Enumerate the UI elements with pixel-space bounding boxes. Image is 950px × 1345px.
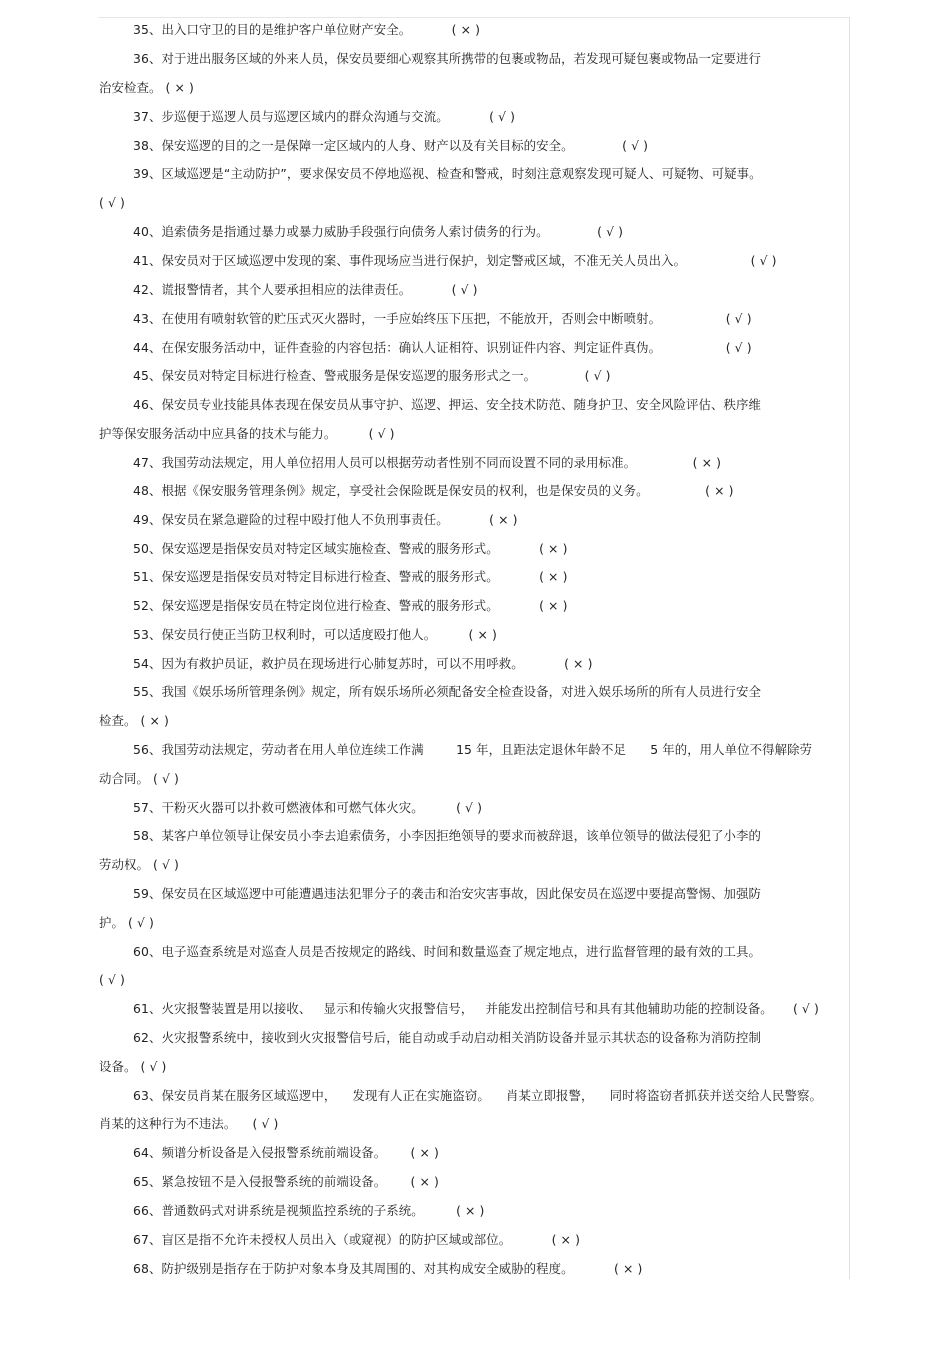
page-border-right	[849, 17, 850, 1279]
question-56: 56、我国劳动法规定，劳动者在用人单位连续工作满 15 年，且距法定退休年龄不足 5 年的，用人单位不得解除劳	[133, 742, 813, 757]
question-45: 45、保安员对特定目标进行检查、警戒服务是保安巡逻的服务形式之一。 ( √ )	[133, 368, 611, 383]
question-59-continuation: 护。 ( √ )	[99, 915, 154, 930]
question-62-continuation: 设备。 ( √ )	[99, 1059, 167, 1074]
question-55: 55、我国《娱乐场所管理条例》规定，所有娱乐场所必须配备安全检查设备，对进入娱乐场所的所有人员进行安全	[133, 684, 762, 699]
question-62: 62、火灾报警系统中，接收到火灾报警信号后，能自动或手动启动相关消防设备并显示其状态的设备称为消防控制	[133, 1030, 762, 1045]
question-36-continuation: 治安检查。 ( × )	[99, 80, 194, 95]
question-53: 53、保安员行使正当防卫权利时，可以适度殴打他人。 ( × )	[133, 627, 497, 642]
question-60: 60、电子巡查系统是对巡查人员是否按规定的路线、时间和数量巡查了规定地点，进行监督管理的最有效的工具。	[133, 944, 762, 959]
question-63: 63、保安员肖某在服务区域巡逻中， 发现有人正在实施盗窃。 肖某立即报警， 同时将盗窃者抓获并送交给人民警察。	[133, 1088, 822, 1103]
question-59: 59、保安员在区域巡逻中可能遭遇违法犯罪分子的袭击和治安灾害事故，因此保安员在巡逻中要提高警惕、加强防	[133, 886, 762, 901]
question-58-continuation: 劳动权。 ( √ )	[99, 857, 179, 872]
question-68: 68、防护级别是指存在于防护对象本身及其周围的、对其构成安全威胁的程度。 ( × )	[133, 1261, 643, 1276]
question-43: 43、在使用有喷射软管的贮压式灭火器时，一手应始终压下压把，不能放开，否则会中断喷射。 ( √ )	[133, 311, 752, 326]
question-41: 41、保安员对于区域巡逻中发现的案、事件现场应当进行保护，划定警戒区域，不准无关人员出入。 ( √ )	[133, 253, 777, 268]
question-46-continuation: 护等保安服务活动中应具备的技术与能力。 ( √ )	[99, 426, 395, 441]
question-52: 52、保安巡逻是指保安员在特定岗位进行检查、警戒的服务形式。 ( × )	[133, 598, 568, 613]
question-40: 40、追索债务是指通过暴力或暴力威胁手段强行向债务人索讨债务的行为。 ( √ )	[133, 224, 624, 239]
question-48: 48、根据《保安服务管理条例》规定，享受社会保险既是保安员的权利，也是保安员的义务。 ( × )	[133, 483, 734, 498]
question-47: 47、我国劳动法规定，用人单位招用人员可以根据劳动者性别不同而设置不同的录用标准。 ( × )	[133, 455, 722, 470]
question-50: 50、保安巡逻是指保安员对特定区域实施检查、警戒的服务形式。 ( × )	[133, 541, 568, 556]
question-54: 54、因为有救护员证，救护员在现场进行心肺复苏时，可以不用呼救。 ( × )	[133, 656, 593, 671]
question-38: 38、保安巡逻的目的之一是保障一定区域内的人身、财产以及有关目标的安全。 ( √ )	[133, 138, 649, 153]
question-56-continuation: 动合同。 ( √ )	[99, 771, 179, 786]
question-44: 44、在保安服务活动中，证件查验的内容包括：确认人证相符、识别证件内容、判定证件真伪。 ( √ )	[133, 340, 752, 355]
page-border-top	[98, 17, 850, 18]
question-60-continuation: ( √ )	[99, 972, 125, 987]
question-61: 61、火灾报警装置是用以接收、 显示和传输火灾报警信号， 并能发出控制信号和具有其他辅助功能的控制设备。 ( √ )	[133, 1001, 819, 1016]
question-39: 39、区域巡逻是“主动防护”，要求保安员不停地巡视、检查和警戒，时刻注意观察发现可疑人、可疑物、可疑事。	[133, 166, 762, 181]
question-37: 37、步巡便于巡逻人员与巡逻区域内的群众沟通与交流。 ( √ )	[133, 109, 516, 124]
question-35: 35、出入口守卫的目的是维护客户单位财产安全。 ( × )	[133, 22, 481, 37]
question-58: 58、某客户单位领导让保安员小李去追索债务，小李因拒绝领导的要求而被辞退，该单位领导的做法侵犯了小李的	[133, 828, 762, 843]
question-65: 65、紧急按钮不是入侵报警系统的前端设备。 ( × )	[133, 1174, 439, 1189]
question-57: 57、干粉灭火器可以扑救可燃液体和可燃气体火灾。 ( √ )	[133, 800, 483, 815]
question-55-continuation: 检查。 ( × )	[99, 713, 169, 728]
question-46: 46、保安员专业技能具体表现在保安员从事守护、巡逻、押运、安全技术防范、随身护卫、安全风险评估、秩序维	[133, 397, 762, 412]
question-51: 51、保安巡逻是指保安员对特定目标进行检查、警戒的服务形式。 ( × )	[133, 569, 568, 584]
question-63-continuation: 肖某的这种行为不违法。 ( √ )	[99, 1116, 279, 1131]
question-39-continuation: ( √ )	[99, 195, 125, 210]
question-36: 36、对于进出服务区域的外来人员，保安员要细心观察其所携带的包裹或物品，若发现可疑包裹或物品一定要进行	[133, 51, 762, 66]
question-67: 67、盲区是指不允许未授权人员出入（或窥视）的防护区域或部位。 ( × )	[133, 1232, 581, 1247]
question-49: 49、保安员在紧急避险的过程中殴打他人不负刑事责任。 ( × )	[133, 512, 518, 527]
question-64: 64、频谱分析设备是入侵报警系统前端设备。 ( × )	[133, 1145, 439, 1160]
question-66: 66、普通数码式对讲系统是视频监控系统的子系统。 ( × )	[133, 1203, 485, 1218]
question-42: 42、谎报警情者，其个人要承担相应的法律责任。 ( √ )	[133, 282, 478, 297]
